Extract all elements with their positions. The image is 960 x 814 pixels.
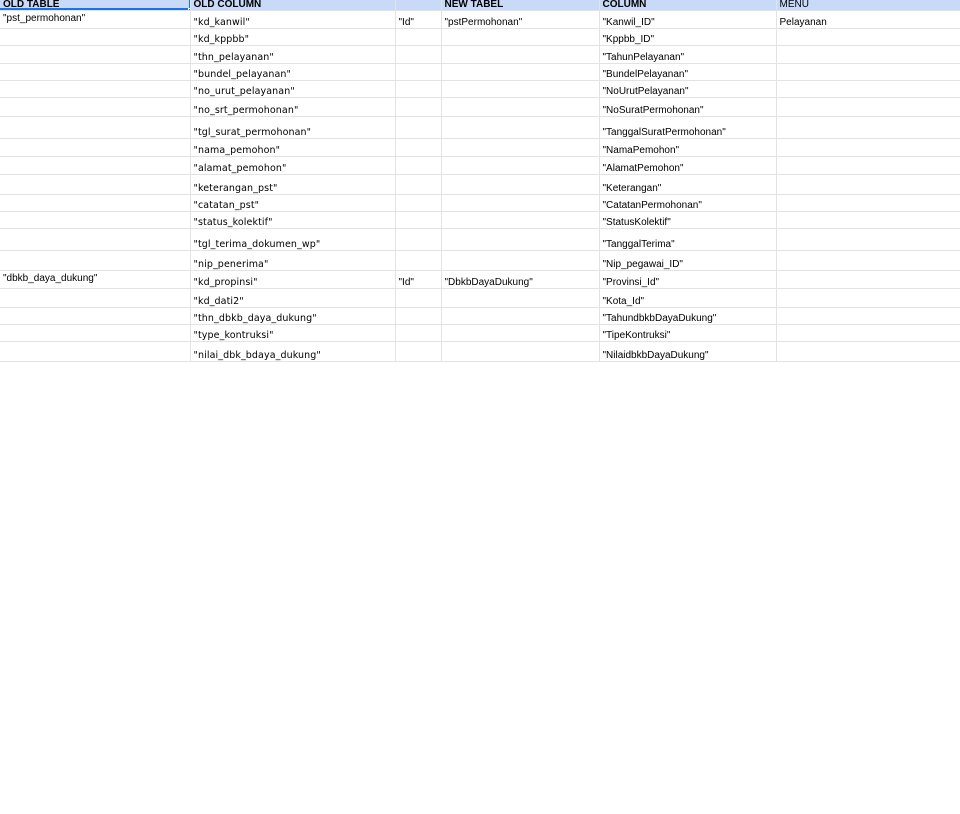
old-table-cell[interactable]	[0, 98, 190, 117]
menu-cell[interactable]	[776, 175, 960, 195]
new-tabel-cell[interactable]	[441, 81, 599, 98]
id-cell[interactable]	[395, 117, 441, 139]
header-row	[0, 0, 960, 11]
id-cell[interactable]	[395, 64, 441, 81]
selection-fill-handle[interactable]	[188, 8, 191, 11]
id-cell[interactable]	[395, 29, 441, 46]
menu-cell[interactable]	[776, 212, 960, 229]
new-tabel-cell[interactable]	[441, 29, 599, 46]
old-column-cell[interactable]: "kd_propinsi"	[190, 271, 395, 289]
table-row	[0, 175, 960, 195]
header-old-table-label: OLD TABLE	[3, 0, 60, 10]
old-column-cell[interactable]: "alamat_pemohon"	[190, 157, 395, 175]
id-cell[interactable]	[395, 308, 441, 325]
new-tabel-cell[interactable]	[441, 308, 599, 325]
table-row	[0, 251, 960, 271]
table-row	[0, 117, 960, 139]
menu-cell[interactable]	[776, 271, 960, 289]
table-row	[0, 308, 960, 325]
old-column-cell[interactable]: "thn_pelayanan"	[190, 46, 395, 64]
old-table-cell[interactable]	[0, 325, 190, 342]
old-table-cell[interactable]	[0, 81, 190, 98]
spreadsheet-grid	[0, 0, 960, 362]
column-cell[interactable]: "TahunPelayanan"	[599, 46, 776, 64]
id-cell[interactable]	[395, 229, 441, 251]
table-body	[0, 11, 960, 362]
mapping-table	[0, 0, 960, 362]
table-row	[0, 157, 960, 175]
old-table-cell[interactable]	[0, 251, 190, 271]
menu-cell[interactable]: Pelayanan	[776, 11, 960, 29]
old-column-cell[interactable]: "tgl_terima_dokumen_wp"	[190, 229, 395, 251]
new-tabel-cell[interactable]	[441, 64, 599, 81]
old-table-cell[interactable]	[0, 117, 190, 139]
old-column-cell[interactable]: "thn_dbkb_daya_dukung"	[190, 308, 395, 325]
id-cell[interactable]	[395, 325, 441, 342]
id-cell[interactable]: "Id"	[395, 11, 441, 29]
old-table-cell[interactable]	[0, 289, 190, 308]
header-column[interactable]: COLUMN	[599, 0, 776, 11]
id-cell[interactable]	[395, 81, 441, 98]
column-cell[interactable]: "Kota_Id"	[599, 289, 776, 308]
old-column-cell[interactable]: "keterangan_pst"	[190, 175, 395, 195]
new-tabel-cell[interactable]	[441, 325, 599, 342]
column-cell[interactable]: "TahundbkbDayaDukung"	[599, 308, 776, 325]
old-table-cell[interactable]: "pst_permohonan"	[0, 11, 190, 29]
old-table-cell[interactable]	[0, 308, 190, 325]
new-tabel-cell[interactable]	[441, 98, 599, 117]
menu-cell[interactable]	[776, 251, 960, 271]
menu-cell[interactable]	[776, 29, 960, 46]
header-old-column[interactable]: OLD COLUMN	[190, 0, 395, 11]
id-cell[interactable]	[395, 342, 441, 362]
new-tabel-cell[interactable]	[441, 175, 599, 195]
old-column-cell[interactable]: "kd_kppbb"	[190, 29, 395, 46]
column-cell[interactable]: "TanggalSuratPermohonan"	[599, 117, 776, 139]
old-table-cell[interactable]	[0, 195, 190, 212]
id-cell[interactable]	[395, 175, 441, 195]
new-tabel-cell[interactable]	[441, 117, 599, 139]
menu-cell[interactable]	[776, 139, 960, 157]
old-table-cell[interactable]	[0, 157, 190, 175]
menu-cell[interactable]	[776, 289, 960, 308]
old-column-cell[interactable]: "catatan_pst"	[190, 195, 395, 212]
header-old-table[interactable]	[0, 0, 190, 11]
menu-cell[interactable]	[776, 308, 960, 325]
old-table-cell[interactable]	[0, 212, 190, 229]
new-tabel-cell[interactable]: "pstPermohonan"	[441, 11, 599, 29]
new-tabel-cell[interactable]	[441, 251, 599, 271]
new-tabel-cell[interactable]: "DbkbDayaDukung"	[441, 271, 599, 289]
menu-cell[interactable]	[776, 46, 960, 64]
new-tabel-cell[interactable]	[441, 46, 599, 64]
old-column-cell[interactable]: "nilai_dbk_bdaya_dukung"	[190, 342, 395, 362]
column-cell[interactable]: "BundelPelayanan"	[599, 64, 776, 81]
menu-cell[interactable]	[776, 98, 960, 117]
old-column-cell[interactable]: "bundel_pelayanan"	[190, 64, 395, 81]
id-cell[interactable]	[395, 212, 441, 229]
column-cell[interactable]: "Kppbb_ID"	[599, 29, 776, 46]
old-column-cell[interactable]: "status_kolektif"	[190, 212, 395, 229]
table-row	[0, 229, 960, 251]
table-row	[0, 325, 960, 342]
table-row	[0, 289, 960, 308]
old-column-cell[interactable]: "nip_penerima"	[190, 251, 395, 271]
column-cell[interactable]: "StatusKolektif"	[599, 212, 776, 229]
old-table-cell[interactable]	[0, 46, 190, 64]
table-row	[0, 11, 960, 29]
table-row	[0, 98, 960, 117]
column-cell[interactable]: "NoSuratPermohonan"	[599, 98, 776, 117]
new-tabel-cell[interactable]	[441, 342, 599, 362]
table-row	[0, 271, 960, 289]
old-table-cell[interactable]	[0, 229, 190, 251]
old-table-cell[interactable]: "dbkb_daya_dukung"	[0, 271, 190, 289]
id-cell[interactable]	[395, 98, 441, 117]
old-column-cell[interactable]: "tgl_surat_permohonan"	[190, 117, 395, 139]
id-cell[interactable]	[395, 195, 441, 212]
column-cell[interactable]: "CatatanPermohonan"	[599, 195, 776, 212]
old-column-cell[interactable]: "kd_dati2"	[190, 289, 395, 308]
menu-cell[interactable]	[776, 325, 960, 342]
column-cell[interactable]: "TanggalTerima"	[599, 229, 776, 251]
old-table-cell[interactable]	[0, 175, 190, 195]
new-tabel-cell[interactable]	[441, 195, 599, 212]
old-column-cell[interactable]: "no_urut_pelayanan"	[190, 81, 395, 98]
column-cell[interactable]: "NoUrutPelayanan"	[599, 81, 776, 98]
column-cell[interactable]: "Nip_pegawai_ID"	[599, 251, 776, 271]
old-column-cell[interactable]: "kd_kanwil"	[190, 11, 395, 29]
table-row	[0, 64, 960, 81]
menu-cell[interactable]	[776, 81, 960, 98]
menu-cell[interactable]	[776, 195, 960, 212]
old-column-cell[interactable]: "type_kontruksi"	[190, 325, 395, 342]
header-blank[interactable]	[395, 0, 441, 11]
menu-cell[interactable]	[776, 157, 960, 175]
table-row	[0, 46, 960, 64]
old-table-cell[interactable]	[0, 342, 190, 362]
menu-cell[interactable]	[776, 342, 960, 362]
table-row	[0, 81, 960, 98]
old-column-cell[interactable]: "no_srt_permohonan"	[190, 98, 395, 117]
table-row	[0, 212, 960, 229]
table-row	[0, 195, 960, 212]
column-cell[interactable]: "TipeKontruksi"	[599, 325, 776, 342]
header-menu[interactable]: MENU	[776, 0, 960, 11]
menu-cell[interactable]	[776, 64, 960, 81]
table-row	[0, 139, 960, 157]
column-cell[interactable]: "Kanwil_ID"	[599, 11, 776, 29]
column-cell[interactable]: "NamaPemohon"	[599, 139, 776, 157]
new-tabel-cell[interactable]	[441, 212, 599, 229]
new-tabel-cell[interactable]	[441, 289, 599, 308]
column-cell[interactable]: "AlamatPemohon"	[599, 157, 776, 175]
column-cell[interactable]: "Keterangan"	[599, 175, 776, 195]
old-table-cell[interactable]	[0, 29, 190, 46]
new-tabel-cell[interactable]	[441, 229, 599, 251]
new-tabel-cell[interactable]	[441, 139, 599, 157]
table-row	[0, 342, 960, 362]
old-table-cell[interactable]	[0, 139, 190, 157]
id-cell[interactable]: "Id"	[395, 271, 441, 289]
column-cell[interactable]: "NilaidbkbDayaDukung"	[599, 342, 776, 362]
menu-cell[interactable]	[776, 229, 960, 251]
column-cell[interactable]: "Provinsi_Id"	[599, 271, 776, 289]
table-row	[0, 29, 960, 46]
id-cell[interactable]	[395, 251, 441, 271]
id-cell[interactable]	[395, 157, 441, 175]
new-tabel-cell[interactable]	[441, 157, 599, 175]
id-cell[interactable]	[395, 46, 441, 64]
header-new-tabel[interactable]: NEW TABEL	[441, 0, 599, 11]
old-table-cell[interactable]	[0, 64, 190, 81]
id-cell[interactable]	[395, 289, 441, 308]
id-cell[interactable]	[395, 139, 441, 157]
menu-cell[interactable]	[776, 117, 960, 139]
old-column-cell[interactable]: "nama_pemohon"	[190, 139, 395, 157]
